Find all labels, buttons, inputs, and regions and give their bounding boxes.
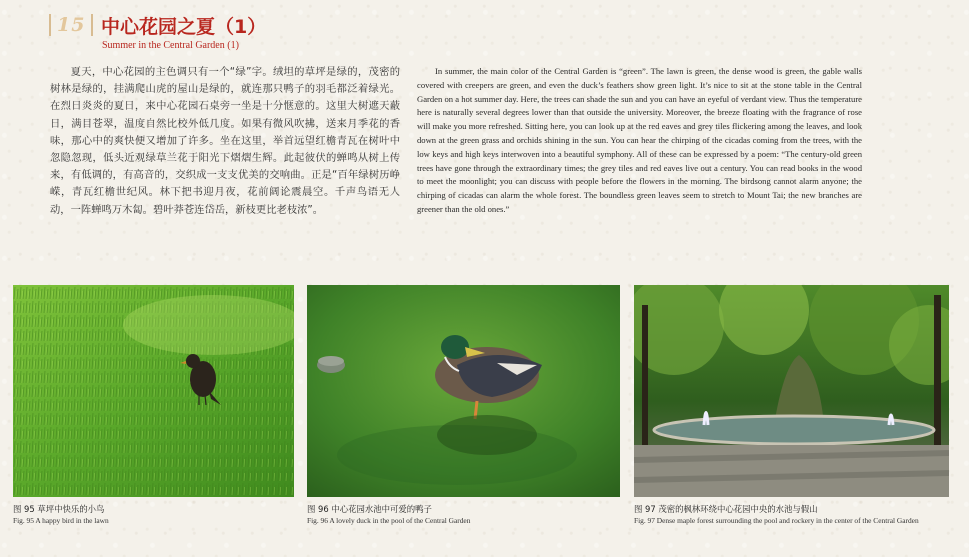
caption-english: Fig. 97 Dense maple forest surrounding the pool and rockery in the center of the Central Garden [634,516,919,525]
figure-97-caption [634,503,919,526]
caption-english: Fig. 95 A happy bird in the lawn [13,516,109,525]
photo-duck-in-pool [307,285,620,497]
caption-chinese: 图 97 茂密的枫林环绕中心花园中央的水池与假山 [634,504,818,514]
caption-chinese: 图 96 中心花园水池中可爱的鸭子 [307,504,432,514]
chinese-body-text: 夏天，中心花园的主色调只有一个“绿”字。绒坦的草坪是绿的，茂密的树林是绿的，挂满爬山虎的屋山是绿的，就连那只鸭子的羽毛都泛着绿光。在烈日炎炎的夏日，来中心花园石桌旁一坐是十分惬意的。这里大树遮天蔽日，满目苍翠，温度自然比校外低几度。如果有微风吹拂，送来月季花的香味，那心中的爽快便又增加了许多。坐在这里，举首远望红檐青瓦在树叶中忽隐忽现，低头近观绿草兰花于阳光下熠熠生辉。此起彼伏的蝉鸣从树上传来，有低调的，有高音的，交织成一支支优美的交响曲。正是“百年绿树历峥嵘，青瓦红檐世纪风。林下把书迎月夜，花前阔论震晨空。千声鸟语无人动，一阵蝉鸣万木匐。碧叶莽苍连岱岳，新枝更比老枝浓”。 [50,66,400,216]
figure-96-caption [307,503,470,526]
page-title-english: Summer in the Central Garden (1) [102,40,239,51]
figure-95-caption [13,503,109,526]
caption-chinese: 图 95 草坪中快乐的小鸟 [13,504,105,514]
caption-english: Fig. 96 A lovely duck in the pool of the Central Garden [307,516,471,525]
english-body-text: In summer, the main color of the Central Garden is “green”. The lawn is green, the dense wood is green, the gable walls covered with creepers are green, and even the duck’s feathers show green light. It’s nice to sit at the stone table in the Central Garden on a hot summer day. Here, the trees can shade the sun and you can have an eyeful of verdant view. Thus the temperature here is naturally several degrees lower than that outside the university. Moreover, the breeze floating with the fragrance of rose will make you more refreshed. Sitting here, you can look up at the red eaves and grey tiles flickering among the leaves, and look down at the green grass and orchids shining in the sun. You can hear the chirping of the cicadas coming from the trees, with the low keys and high keys interwoven into a beautiful symphony. All of these can be expressed by a poem: “The century-old green trees have gone through the extraordinary times; the grey tiles and red eaves live out a century. You can read books in the wood to meet the moonlight; you can discuss with people before the flowers in the morning. The birdsong cannot alarm anyone; the chirping of cicadas can alarm the whole forest. The boundless green leaves seem to stretch to Mount Tai; the new branches are greener than the old ones.” [417,66,862,214]
photo-fountain-pool-forest [634,285,949,497]
page-title-chinese: 中心花园之夏（1） [101,16,267,38]
photo-bird-on-lawn [13,285,294,497]
page-number: 15 [49,14,93,36]
